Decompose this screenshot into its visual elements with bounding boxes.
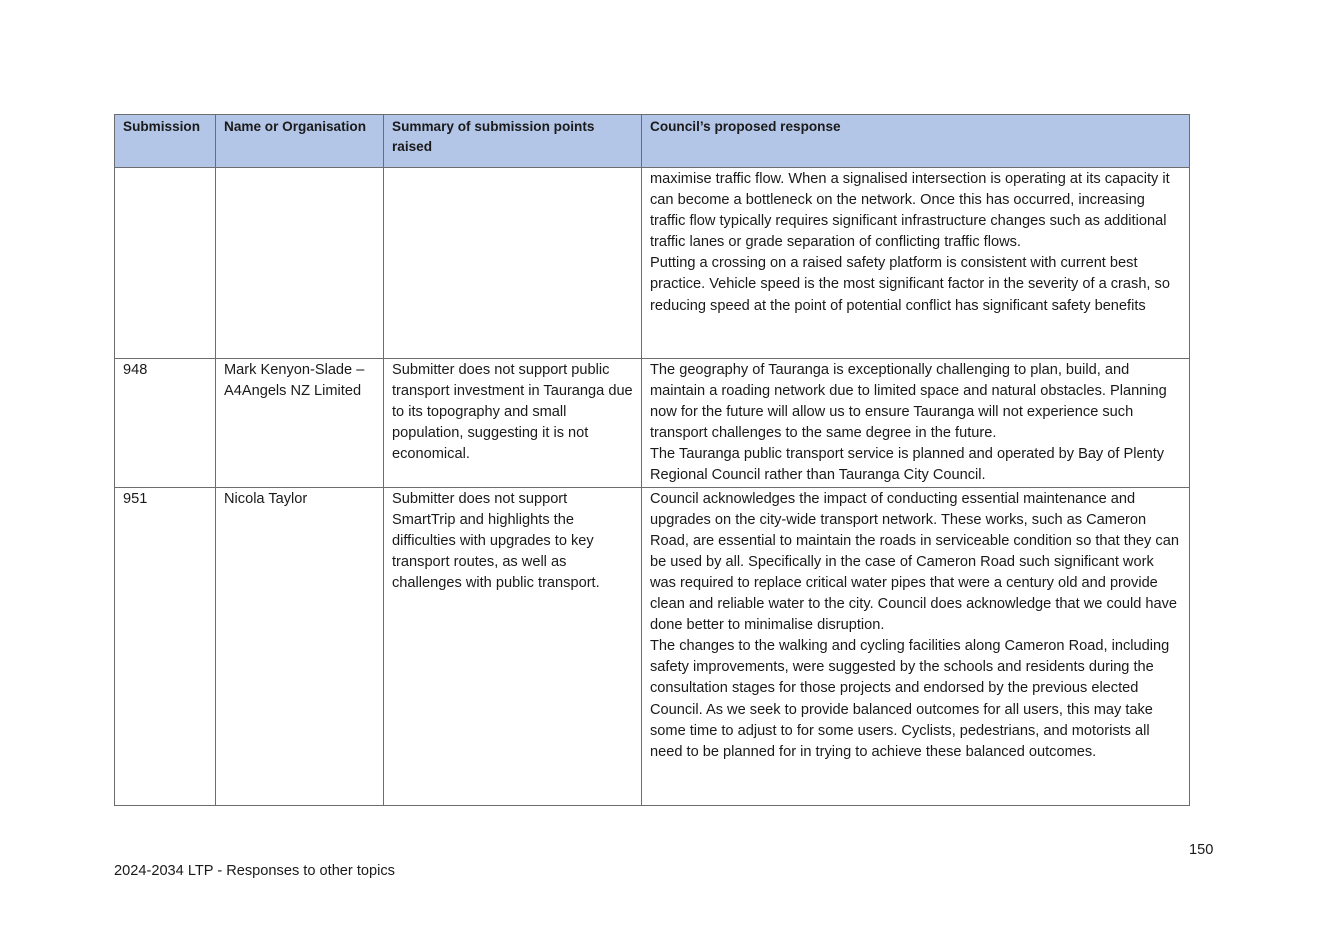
response-paragraph: The changes to the walking and cycling facilities along Cameron Road, including safety improvements, were suggested by the schools and residents during the consultation stages for those projects and endorsed by the previous elected Council. As we seek to provide balanced outcomes for all users, this may take some time to adjust to for some users. Cyclists, pedestrians, and motorists all need to be planned for in trying to achieve these balanced outcomes. [650,638,1170,760]
cell-name: Nicola Taylor [216,487,384,805]
cell-submission: 948 [115,359,216,488]
response-paragraph: maximise traffic flow. When a signalised intersection is operating at its capacity it can become a bottleneck on the network. Once this has occurred, increasing traffic flow typically requires significant infrastructure changes such as additional traffic lanes or grade separation of conflicting traffic flows. [650,171,1170,251]
cell-name [216,168,384,359]
response-paragraph: The geography of Tauranga is exceptionally challenging to plan, build, and maintain a roading network due to limited space and natural obstacles. Planning now for the future will allow us to ensure Tauranga will not experience such transport challenges to the same degree in the future. [650,362,1167,442]
page-footer: 2024-2034 LTP - Responses to other topics [114,863,395,879]
header-response: Council’s proposed response [642,115,1190,168]
cell-submission: 951 [115,487,216,805]
table-header-row [115,115,1190,168]
header-submission: Submission [115,115,216,168]
cell-summary: Submitter does not support public transport investment in Tauranga due to its topography and small population, suggesting it is not economical. [384,359,642,488]
submissions-table [114,114,1190,806]
page-number: 150 [1189,842,1214,858]
header-name: Name or Organisation [216,115,384,168]
cell-name: Mark Kenyon-Slade – A4Angels NZ Limited [216,359,384,488]
cell-response [642,359,1190,488]
response-paragraph: Putting a crossing on a raised safety platform is consistent with current best practice. Vehicle speed is the most significant factor in the severity of a crash, so reducing speed at the point of potential conflict has significant safety benefits [650,255,1170,314]
cell-response [642,168,1190,359]
cell-response [642,487,1190,805]
cell-submission [115,168,216,359]
table-row [115,487,1190,805]
cell-summary [384,168,642,359]
header-summary: Summary of submission points raised [384,115,642,168]
table-row [115,168,1190,359]
cell-summary: Submitter does not support SmartTrip and highlights the difficulties with upgrades to key transport routes, as well as challenges with public transport. [384,487,642,805]
table-row [115,359,1190,488]
response-paragraph: The Tauranga public transport service is planned and operated by Bay of Plenty Regional Council rather than Tauranga City Council. [650,446,1165,484]
response-paragraph: Council acknowledges the impact of conducting essential maintenance and upgrades on the city-wide transport network. These works, such as Cameron Road, are essential to maintain the roads in serviceable condition so that they can be used by all. Specifically in the case of Cameron Road such significant work was required to replace critical water pipes that were a century old and provide clean and reliable water to the city. Council does acknowledge that we could have done better to minimalise disruption. [650,490,1179,634]
